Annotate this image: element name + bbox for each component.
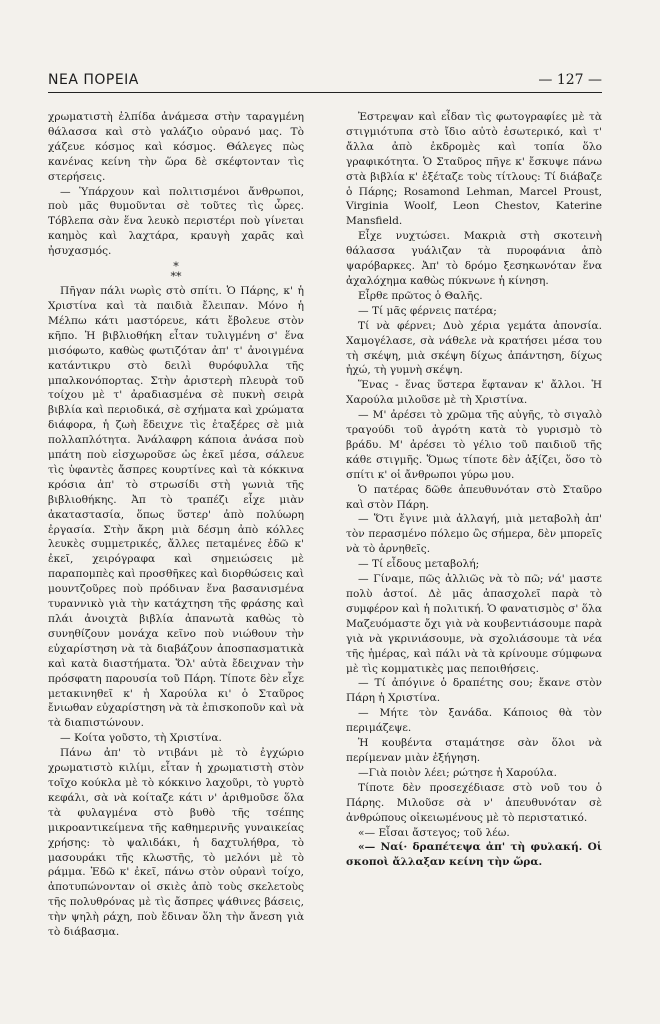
paragraph: — Τί ἀπόγινε ὁ δραπέτης σου; ἔκανε στὸν Πάρη ἡ Χριστίνα.	[346, 677, 602, 705]
header-rule	[48, 92, 602, 93]
paragraph: Εἶρθε πρῶτος ὁ Θαλῆς.	[358, 289, 483, 302]
paragraph: — Τί μᾶς φέρνεις πατέρα;	[358, 304, 497, 317]
paragraph: Εἶχε νυχτώσει. Μακριὰ στὴ σκοτεινὴ θάλασσα γυάλιζαν τὰ πυροφάνια ἀπὸ ψαρόβαρκες. Ἀπ' τὸ δρόμο ξεσηκωνόταν ἕνα ἀχαλόχημα καθὼς πύκνωνε ἡ κίνηση.	[346, 230, 602, 287]
paragraph: «— Ναί· δραπέτεψα ἀπ' τὴ φυλακή. Οἱ σκοποὶ ἄλλαξαν κείνη τὴν ὥρα.	[346, 841, 602, 869]
paragraph: Πῆγαν πάλι νωρὶς στὸ σπίτι. Ὁ Πάρης, κ' ἡ Χριστίνα καὶ τὰ παιδιὰ ἔλειπαν. Μόνο ἡ Μέλπω κάτι μαστόρευε, κάτι ἔβολευε στὸν κῆπο. Ἡ βιβλιοθήκη εἶταν τυλιγμένη σ' ἕνα μισόφωτο, καθὼς φωτιζόταν ἀπ' τ' ἀνοιγμένα κατάντικρυ στὸ δειλὶ θυρόφυλλα τῆς μπαλκονόπορτας. Στὴν ἀριστερὴ πλευρὰ τοῦ τοίχου μὲ τ' ἀραδιασμένα σὲ πυκνὴ σειρὰ βιβλία καὶ περιοδικά, σὲ σχήματα καὶ χρώματα διάφορα, ἡ ζωὴ ἔδειχνε τὶς ἐταξέρες σὲ μιὰ πολλαπλότητα. Ἀνάλαφρη κάποια ἀνάσα ποὺ μπάτη ποὺ εἰσχωροῦσε ὡς ἐκεῖ μέσα, σάλευε τὶς ὑφαντὲς ἄσπρες κουρτίνες καὶ τὰ κόκκινα κρόσια ἀπ' τὸ στρωσίδι στὴ γωνιὰ τῆς βιβλιοθήκης. Ἀπ τὸ τραπέζι εἶχε μιὰν ἀκαταστασία, ὅπως ὕστερ' ἀπὸ πολύωρη ἐργασία. Στὴν ἄκρη μιὰ δέσμη ἀπὸ κόλλες λευκὲς συμμετρικές, ἄλλες πεταμένες ἐδῶ κ' ἐκεῖ, χειρόγραφα καὶ σημειώσεις μὲ παραπομπὲς καὶ προσθῆκες καὶ διορθώσεις καὶ μουντζοῦρες ποὺ πρόδιναν ἕνα βασανισμένα τυραννικὸ γιὰ τὴν κατάχτηση τῆς φράσης καὶ πλάι ἀνοιχτὰ βιβλία ἀπανωτὰ καθὼς τὸ συνηθίζουν μονάχα κεῖνο ποὺ νιώθουν τὴν εὐχαρίστηση νὰ τὰ διαβάζουν ἀποσπασματικὰ καὶ κατὰ διαστήματα. Ὅλ' αὐτὰ ἔδειχναν τὴν πρόσφατη παρουσία τοῦ Πάρη. Τίποτε δὲν εἶχε μετακινηθεῖ κ' ἡ Χαρούλα κι' ὁ Σταῦρος ἔνιωθαν εὐχαρίστηση νὰ τὰ ἐπισκοποῦν καὶ νὰ τὰ διαπιστώνουν.	[48, 285, 304, 730]
paragraph: — Ὑπάρχουν καὶ πολιτισμένοι ἄνθρωποι, ποὺ μᾶς θυμοῦνται σὲ τοῦτες τὶς ὧρες. Τόβλεπα σὰν ἕνα λευκὸ περιστέρι ποὺ γίνεται καημὸς καὶ λαχτάρα, κραυγὴ χαρᾶς καὶ ἠσυχασμός.	[48, 185, 304, 258]
right-column	[346, 110, 602, 870]
paragraph: Ἡ κουβέντα σταμάτησε σὰν ὅλοι νὰ περίμεναν μιὰν ἐξήγηση.	[346, 737, 602, 764]
left-column	[48, 110, 304, 940]
paragraph: Ἐστρεψαν καὶ εἶδαν τὶς φωτογραφίες μὲ τὰ στιγμιότυπα στὸ ἴδιο αὐτὸ ἐσωτερικό, καὶ τ' ἄλλα ἀπὸ ἐκδρομὲς καὶ τοπία ὅλο γραφικότητα. Ὁ Σταῦρος πῆγε κ' ἔσκυψε πάνω στὰ βιβλία κ' ἐξέταζε τοὺς τίτλους: Τί διάβαζε ὁ Πάρης; Rosamond Lehman, Marcel Proust, Virginia Woolf, Leon Chestov, Katerine Mansfield.	[346, 111, 602, 228]
section-separator: * **	[170, 260, 182, 284]
paragraph: Τίποτε δὲν προσεχέδιασε στὸ νοῦ του ὁ Πάρης. Μιλοῦσε σὰ ν' ἀπευθυνόταν σὲ ἀνθρώπους οἰκειωμένους μὲ τὸ περιστατικό.	[346, 781, 602, 824]
paragraph: Ἕνας - ἕνας ὕστερα ἔφταναν κ' ἄλλοι. Ἡ Χαρούλα μιλοῦσε μὲ τὴ Χριστίνα.	[346, 379, 602, 407]
paragraph: «— Εἶσαι ἄστεγος; τοῦ λέω.	[358, 826, 510, 839]
running-title: ΝΕΑ ΠΟΡΕΙΑ	[48, 72, 139, 88]
paragraph: χρωματιστὴ ἐλπίδα ἀνάμεσα στὴν ταραγμένη θάλασσα καὶ στὸ γαλάζιο οὐρανό μας. Τὸ χάζευε κόσμος καὶ κόσμος. Θάλεγες πὼς κανένας κείνη τὴν ὥρα δὲ σκέφτονταν τὶς στερήσεις.	[48, 111, 304, 183]
paragraph: — Γίναμε, πῶς ἀλλιῶς νὰ τὸ πῶ; νά' μαστε πολὺ ἀστοί. Δὲ μᾶς ἀπασχολεῖ παρὰ τὸ συμφέρον καὶ ἡ πολιτική. Ὁ φανατισμὸς σ' ὅλα Μαζευόμαστε ὄχι γιὰ νὰ κουβεντιάσουμε παρὰ γιὰ νὰ γκρινιάσουμε, νὰ σχολιάσουμε τὰ νέα τῆς ἡμέρας, καὶ πάλι νὰ τὰ κρίνουμε σύμφωνα μὲ τὶς κομματικὲς μας πεποιθήσεις.	[346, 573, 602, 675]
paragraph: Πάνω ἀπ' τὸ ντιβάνι μὲ τὸ ἐγχώριο χρωματιστὸ κιλίμι, εἶταν ἡ χρωματιστὴ στὸν τοῖχο κούκλα μὲ τὸ κόκκινο λαχοῦρι, τὸ γυρτὸ κεφάλι, σὰ νὰ κοίταζε κάτι ν' ἀριθμοῦσε ὅλα τὰ φυλαγμένα στὸ βυθὸ τῆς τσέπης μικροαντικείμενα τῆς καθημερινῆς γυναικείας χρήσης: τὸ ψαλιδάκι, ἡ δαχτυλήθρα, τὸ μασουράκι τῆς κλωστῆς, τὸ μελόνι μὲ τὸ ράμμα. Ἐδῶ κ' ἐκεῖ, πάνω στὸν οὐρανὶ τοίχο, ἀποτυπώνονταν οἱ σκιὲς ἀπὸ τοὺς σκελετοὺς τῆς πολυθρόνας μὲ τὶς ἄσπρες ψάθινες βάσεις, τὴν ψηλὴ ράχη, ποὺ ἔδιναν ὅλη τὴν ἄνεση γιὰ τὸ διάβασμα.	[48, 747, 304, 939]
page-header	[48, 70, 602, 92]
paragraph: — Τί εἶδους μεταβολή;	[358, 558, 480, 571]
paragraph: — Μήτε τὸν ξανάδα. Κάποιος θὰ τὸν περιμάζεψε.	[346, 707, 602, 735]
paragraph: Ὁ πατέρας δῶθε ἀπευθυνόταν στὸ Σταῦρο καὶ στὸν Πάρη.	[346, 483, 602, 511]
page-number: — 127 —	[538, 72, 602, 88]
paragraph: — Μ' ἀρέσει τὸ χρῶμα τῆς αὐγῆς, τὸ σιγαλὸ τραγούδι τοῦ ἀγρότη κατὰ τὸ γυρισμὸ τὸ βράδυ. Μ' ἀρέσει τὸ γέλιο τοῦ παιδιοῦ τῆς κάθε στιγμῆς. Ὅμως τίποτε δὲν ἀξίζει, ὅσο τὸ σπίτι κ' οἱ ἄνθρωποι γύρω μου.	[346, 409, 602, 481]
paragraph: Τί νὰ φέρνει; Δυὸ χέρια γεμάτα ἀπονσία. Χαμογέλασε, σὰ νάθελε νὰ κρατήσει μέσα του τὴ σκέψη, μιὰ σκέψη δίχως ἀπάντηση, δίχως ἠχώ, τὴ γυμνὴ σκέψη.	[346, 319, 602, 377]
paragraph: — Ὅτι ἔγινε μιὰ ἀλλαγή, μιὰ μεταβολὴ ἀπ' τὸν περασμένο πόλεμο ὣς σήμερα, δὲν μπορεῖς νὰ τὸ ἀρνηθεῖς.	[346, 513, 602, 556]
paragraph: — Κοίτα γοῦστο, τὴ Χριστίνα.	[60, 732, 222, 745]
paragraph: —Γιὰ ποιὸν λέει; ρώτησε ἡ Χαρούλα.	[358, 766, 557, 779]
